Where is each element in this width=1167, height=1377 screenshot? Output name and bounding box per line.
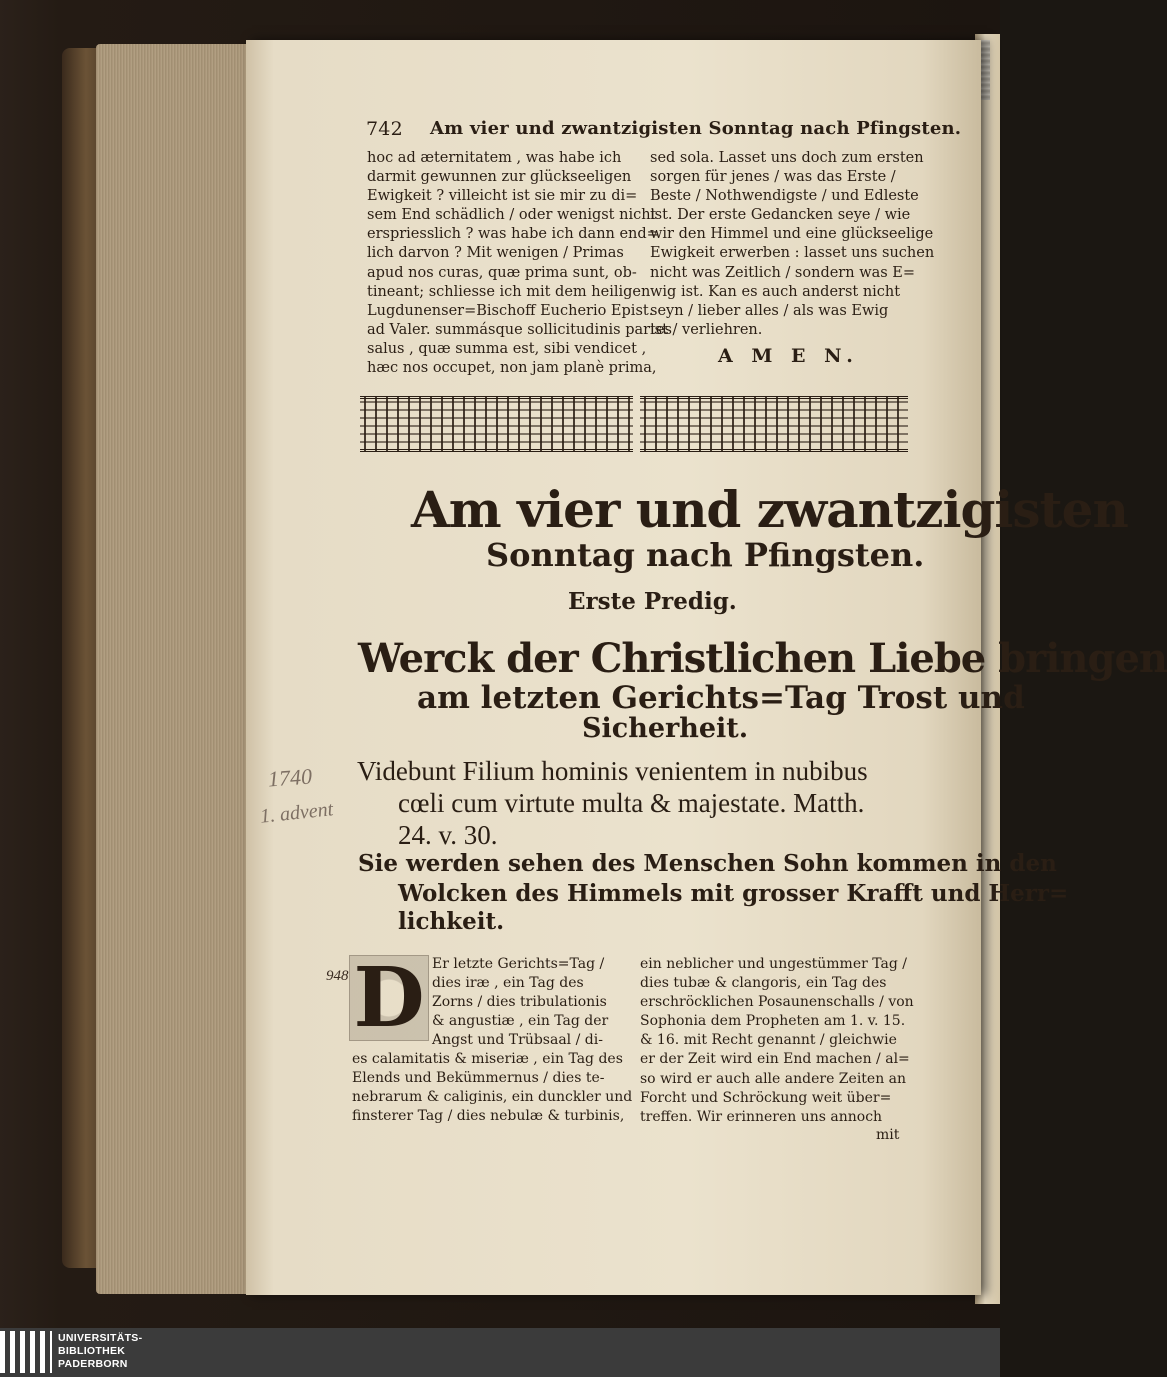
sermon-theme-line1: Werck der Christlichen Liebe bringen bbox=[358, 635, 1167, 682]
text-line: & 16. mit Recht genannt / gleichwie bbox=[640, 1032, 897, 1049]
logo-line-2: BIBLIOTHEK bbox=[58, 1345, 126, 1357]
library-logo-icon bbox=[0, 1331, 52, 1373]
text-line: seyn / lieber alles / als was Ewig bbox=[650, 302, 889, 319]
text-line: lich darvon ? Mit wenigen / Primas bbox=[367, 245, 624, 262]
text-line: finsterer Tag / dies nebulæ & turbinis, bbox=[352, 1108, 625, 1125]
text-line: erschröcklichen Posaunenschalls / von bbox=[640, 994, 914, 1011]
text-line: darmit gewunnen zur glückseeligen bbox=[367, 169, 632, 186]
text-line: ist / verliehren. bbox=[650, 321, 763, 338]
page-edges bbox=[96, 44, 248, 1294]
scripture-latin-line3: 24. v. 30. bbox=[398, 820, 498, 850]
running-title: Am vier und zwantzigisten Sonntag nach Pfingsten. bbox=[430, 118, 962, 139]
scripture-latin-line1: Videbunt Filium hominis venientem in nubibus bbox=[357, 756, 868, 786]
sermon-subtitle: Erste Predig. bbox=[568, 588, 737, 615]
scripture-german-line3: lichkeit. bbox=[398, 908, 505, 935]
page-number: 742 bbox=[366, 118, 403, 140]
text-line: Er letzte Gerichts=Tag / bbox=[432, 956, 605, 972]
margin-note-2: 1. advent bbox=[258, 798, 335, 828]
text-line: Ewigkeit ? villeicht ist sie mir zu di= bbox=[367, 188, 638, 205]
sermon-theme-line2: am letzten Gerichts=Tag Trost und bbox=[417, 680, 1025, 716]
text-line: hoc ad æternitatem , was habe ich bbox=[367, 150, 622, 166]
text-line: dies iræ , ein Tag des bbox=[432, 975, 584, 992]
text-line: ist. Der erste Gedancken seye / wie bbox=[650, 207, 911, 224]
drop-cap: D bbox=[349, 955, 429, 1041]
text-line: wig ist. Kan es auch anderst nicht bbox=[650, 283, 901, 300]
body-left-indented bbox=[432, 955, 608, 1050]
text-line: sem End schädlich / oder wenigst nicht bbox=[367, 207, 657, 224]
top-right-column bbox=[650, 149, 934, 340]
logo-line-1: UNIVERSITÄTS- bbox=[58, 1332, 143, 1344]
sermon-theme-line3: Sicherheit. bbox=[582, 713, 749, 744]
scripture-german-line2: Wolcken des Himmels mit grosser Krafft und Herr= bbox=[398, 880, 1069, 907]
footer-bar bbox=[0, 1328, 1000, 1377]
logo-line-3: PADERBORN bbox=[58, 1358, 128, 1370]
margin-note-column: 948 bbox=[326, 968, 349, 984]
text-line: salus , quæ summa est, sibi vendicet , bbox=[367, 340, 647, 357]
text-line: Elends und Bekümmernus / dies te- bbox=[352, 1070, 605, 1087]
amen: A M E N. bbox=[718, 345, 859, 367]
text-line: sed sola. Lasset uns doch zum ersten bbox=[650, 150, 924, 166]
catchword: mit bbox=[876, 1127, 900, 1143]
text-line: so wird er auch alle andere Zeiten an bbox=[640, 1070, 907, 1087]
text-line: wir den Himmel und eine glückseelige bbox=[650, 226, 934, 243]
text-line: er der Zeit wird ein End machen / al= bbox=[640, 1051, 910, 1068]
text-line: es calamitatis & miseriæ , ein Tag des bbox=[352, 1051, 623, 1067]
text-line: Forcht und Schröckung weit über= bbox=[640, 1089, 892, 1106]
text-line: nebrarum & caliginis, ein dunckler und bbox=[352, 1089, 633, 1106]
text-line: tineant; schliesse ich mit dem heiligen bbox=[367, 283, 651, 300]
text-line: hæc nos occupet, non jam planè prima, bbox=[367, 360, 657, 377]
body-right-column bbox=[640, 955, 914, 1127]
ornament-band-left bbox=[360, 396, 633, 452]
sermon-title-line2: Sonntag nach Pfingsten. bbox=[486, 536, 925, 574]
text-line: Zorns / dies tribulationis bbox=[432, 994, 607, 1011]
text-line: apud nos curas, quæ prima sunt, ob- bbox=[367, 264, 637, 281]
margin-note-1: 1740 bbox=[267, 763, 313, 792]
text-line: ein neblicher und ungestümmer Tag / bbox=[640, 956, 907, 972]
body-left-full bbox=[352, 1050, 632, 1126]
text-line: erspriesslich ? was habe ich dann end= bbox=[367, 226, 659, 243]
text-line: Angst und Trübsaal / di- bbox=[432, 1032, 603, 1049]
text-line: Lugdunenser=Bischoff Eucherio Epist. bbox=[367, 302, 654, 319]
ornament-band-right bbox=[640, 396, 908, 452]
text-line: ad Valer. summásque sollicitudinis partes bbox=[367, 321, 672, 338]
text-line: dies tubæ & clangoris, ein Tag des bbox=[640, 975, 887, 992]
scripture-german-line1: Sie werden sehen des Menschen Sohn kommen in den bbox=[358, 850, 1057, 877]
sermon-title-line1: Am vier und zwantzigisten bbox=[411, 480, 1128, 539]
library-logo-text[interactable] bbox=[58, 1332, 142, 1371]
text-line: sorgen für jenes / was das Erste / bbox=[650, 169, 896, 186]
scripture-latin-line2: cœli cum virtute multa & majestate. Matth. bbox=[398, 788, 865, 818]
text-line: nicht was Zeitlich / sondern was E= bbox=[650, 264, 916, 281]
text-line: & angustiæ , ein Tag der bbox=[432, 1013, 609, 1030]
text-line: Beste / Nothwendigste / und Edleste bbox=[650, 188, 919, 205]
top-left-column bbox=[367, 149, 672, 378]
text-line: Sophonia dem Propheten am 1. v. 15. bbox=[640, 1013, 906, 1030]
text-line: treffen. Wir erinneren uns annoch bbox=[640, 1108, 883, 1125]
text-line: Ewigkeit erwerben : lasset uns suchen bbox=[650, 245, 935, 262]
